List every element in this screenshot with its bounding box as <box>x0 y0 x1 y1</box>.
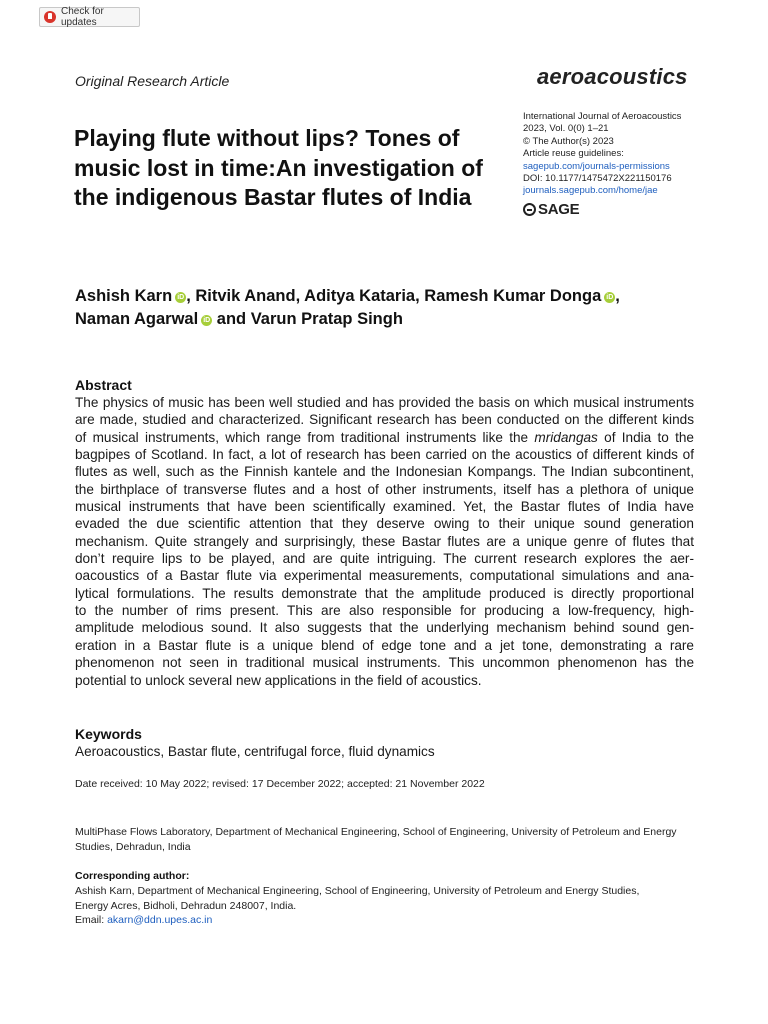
abstract-heading: Abstract <box>75 377 132 393</box>
abstract-line: potential to unlock several new applications in the field of acoustics. <box>75 672 482 688</box>
author-separator: , <box>415 287 425 305</box>
abstract-line: phenomenon not seen in traditional musical instruments. This uncommon phenomenon has the <box>75 655 694 671</box>
author-separator: , <box>186 287 196 305</box>
permissions-link[interactable]: sagepub.com/journals-permissions <box>523 160 670 172</box>
abstract-line: musical instruments that have been scientifically examined. Yet, the Bastar flutes of India have <box>75 499 694 515</box>
author-name: Ritvik Anand <box>195 287 296 305</box>
orcid-icon[interactable]: iD <box>177 294 185 301</box>
publisher-logo-text: SAGE <box>538 201 580 218</box>
keywords-heading: Keywords <box>75 726 142 742</box>
author-name: Aditya Kataria <box>304 287 416 305</box>
email-link[interactable]: akarn@ddn.upes.ac.in <box>107 914 213 926</box>
copyright: © The Author(s) 2023 <box>523 135 614 147</box>
author-list <box>75 285 735 330</box>
abstract-line: the birthplace of transverse flutes and a host of other instruments, itself has a plethora of unique <box>75 481 694 497</box>
journal-meta <box>523 111 743 198</box>
abstract-line: are made, studied and characterized. Significant research has been conducted on the different kinds <box>75 412 694 428</box>
abstract-line: flutes as well, such as the Finnish kantele and the Indonesian Kompangs. The Indian subcontinent, <box>75 464 694 480</box>
abstract-line: amplitude melodious sound. It also suggests that the underlying mechanism behind sound gen- <box>75 620 694 636</box>
abstract-line: eration in a Bastar flute is a unique blend of edge tone and a jet tone, demonstrating a rare <box>75 637 694 653</box>
abstract-body <box>75 394 694 689</box>
abstract-line: evaded the due scientific attention that they deserve owing to their unique sound generation <box>75 516 694 532</box>
abstract-line: to the number of rims present. This are also responsible for producing a low-frequency, high- <box>75 603 694 619</box>
journal-homepage-link[interactable]: journals.sagepub.com/home/jae <box>523 185 658 197</box>
publisher-logo <box>523 201 579 218</box>
journal-brand-logo: aeroacoustics <box>537 64 688 89</box>
keywords-list: Aeroacoustics, Bastar flute, centrifugal force, fluid dynamics <box>75 744 435 759</box>
abstract-line: The physics of music has been well studied and has provided the basis on which musical instruments <box>75 395 694 410</box>
abstract-line: oacoustics of a Bastar flute via experimental measurements, computational simulations and ana- <box>75 568 694 584</box>
author-name: Varun Pratap Singh <box>250 309 403 328</box>
author-separator: , <box>295 287 305 305</box>
orcid-icon[interactable]: iD <box>203 316 211 324</box>
author-name: Ashish Karn <box>75 287 173 305</box>
author-separator: and <box>212 309 251 328</box>
check-for-updates-label: Check for updates <box>61 6 104 28</box>
author-name: Ramesh Kumar Donga <box>424 287 602 305</box>
abstract-line: lytical formulations. The results demonstrate that the amplitude produced is directly proportional <box>75 585 694 601</box>
bookmark-icon <box>44 11 56 23</box>
doi: DOI: 10.1177/1475472X221150176 <box>523 173 672 185</box>
check-for-updates-badge[interactable] <box>39 7 140 27</box>
corresponding-address-line-2: Energy Acres, Bidholi, Dehradun 248007, India. <box>75 899 297 912</box>
author-separator: , <box>615 287 620 305</box>
author-name: Naman Agarwal <box>75 309 199 328</box>
article-type: Original Research Article <box>75 73 230 89</box>
abstract-line: bagpipes of Scotland. In fact, a lot of research has been carried on the acoustics of different kinds of <box>75 447 694 463</box>
email-label: Email: <box>75 914 108 926</box>
journal-name: International Journal of Aeroacoustics <box>523 111 682 122</box>
corresponding-email-row <box>75 913 715 928</box>
corresponding-address-line-1: Ashish Karn, Department of Mechanical Engineering, School of Engineering, University of Petroleum and Energy Studies, <box>75 885 640 897</box>
sage-logo-icon <box>523 203 536 216</box>
paper-title: Playing flute without lips? Tones of music lost in time:An investigation of the indigenous Bastar flutes of India <box>74 125 483 210</box>
corresponding-author-details <box>75 884 715 928</box>
affiliation: MultiPhase Flows Laboratory, Department of Mechanical Engineering, School of Engineering, University of Petroleum and Energy Studies, Dehradun, India <box>75 826 677 853</box>
orcid-icon[interactable]: iD <box>606 294 614 301</box>
received-dates: Date received: 10 May 2022; revised: 17 December 2022; accepted: 21 November 2022 <box>75 778 485 790</box>
reuse-guidelines: Article reuse guidelines: <box>523 148 624 160</box>
abstract-line: mechanism. Quite strangely and surprisingly, these Bastar flutes are a unique genre of flutes that <box>75 533 694 549</box>
corresponding-author-heading: Corresponding author: <box>75 870 190 882</box>
abstract-line: don’t require lips to be played, and are quite intriguing. The current research explores the aer- <box>75 551 694 567</box>
abstract-line: of musical instruments, which range from traditional instruments like the mridangas of India to the <box>75 429 694 445</box>
volume-info: 2023, Vol. 0(0) 1–21 <box>523 123 609 135</box>
